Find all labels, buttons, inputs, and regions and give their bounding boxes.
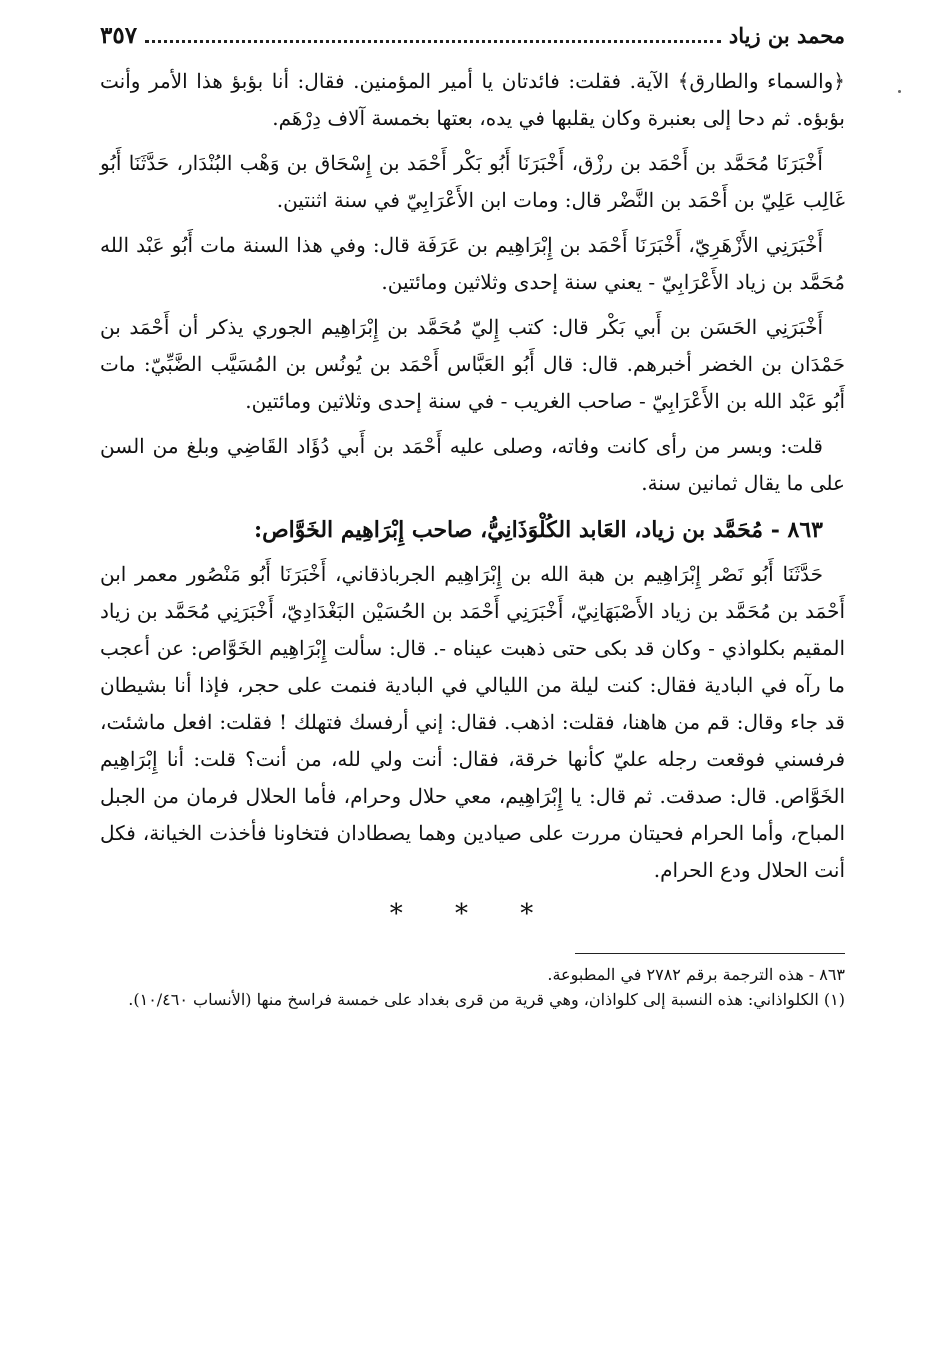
book-page xyxy=(100,22,845,1012)
section-separator: * * * xyxy=(389,899,556,929)
footnote-2: (١) الكلواذاني: هذه النسبة إلى كلواذان، وهي قرية من قرى بغداد على خمسة فراسخ منها (الأنساب ١٠/٤٦٠). xyxy=(128,990,845,1009)
paragraph-1: ﴿والسماء والطارق﴾ الآية. فقلت: فائدتان يا أمير المؤمنين. فقال: أنا بؤبؤ هذا الأمر وأنت بؤبؤه. ثم دحا إلى بعنبرة وكان يقلبها في يده، بعتها بخمسة آلاف دِرْهَم. xyxy=(100,69,845,130)
page-number: ٣٥٧ xyxy=(100,22,138,49)
entry-body: حَدَّثَنَا أَبُو نَصْر إِبْرَاهِيم بن هبة الله بن إِبْرَاهِيم الجرباذقاني، أَخْبَرَنَا أَبُو مَنْصُور معمر ابن أَحْمَد بن مُحَمَّد بن زياد الأَصْبَهَانِيّ، أَخْبَرَنِي أَحْمَد بن الحُسَيْن البَغْدَادِيّ، أَخْبَرَنِي مُحَمَّد بن زياد المقيم بكلواذي - وكان قد بكى حتى ذهبت عيناه -. قال: سألت إِبْرَاهِيم الخَوَّاص: عن أعجب ما رآه في البادية فقال: كنت ليلة من الليالي في البادية فنمت على حجر، فإذا أنا بشيطان قد جاء وقال: قم من هاهنا، فقلت: اذهب. فقال: إني أرفسك فتهلك ! فقلت: افعل ماشئت، فرفسني فوقعت رجله عليّ كأنها خرقة، فقال: أنت ولي لله، من أنت؟ قلت: أنا إِبْرَاهِيم الخَوَّاص. قال: صدقت. ثم قال: يا إِبْرَاهِيم، معي حلال وحرام، فأما الحلال فرمان من الجبل المباح، وأما الحرام فحيتان مررت على صيادين وهما يصطادان فتخاونا فأخذت الخيانة، فكل أنت الحلال ودع الحرام. xyxy=(100,562,845,882)
running-title: محمد بن زياد xyxy=(728,23,845,48)
paragraph-3: أَخْبَرَنِي الأَزْهَرِيّ، أَخْبَرَنَا أَحْمَد بن إِبْرَاهِيم بن عَرَفَة قال: وفي هذا السنة مات أَبُو عَبْد الله مُحَمَّد بن زياد الأَعْرَابِيّ - يعني سنة إحدى وثلاثين ومائتين. xyxy=(100,233,845,294)
paragraph-2: أَخْبَرَنَا مُحَمَّد بن أَحْمَد بن رزْق، أَخْبَرَنَا أَبُو بَكْر أَحْمَد بن إِسْحَاق بن وَهْب البُنْدَار، حَدَّثَنَا أَبُو غَالِب عَلِيّ بن أَحْمَد بن النَّضْر قال: ومات ابن الأَعْرَابِيّ في سنة اثنتين. xyxy=(100,151,845,212)
margin-mark xyxy=(898,90,901,93)
footnote-rule xyxy=(575,953,845,954)
page-header xyxy=(100,22,845,63)
footnote-1: ٨٦٣ - هذه الترجمة برقم ٢٧٨٢ في المطبوعة. xyxy=(547,965,845,984)
paragraph-5: قلت: وبسر من رأى كانت وفاته، وصلى عليه أَحْمَد بن أَبي دُؤَاد القَاضِي وبلغ من السن على ما يقال ثمانين سنة. xyxy=(100,434,845,495)
paragraph-4: أَخْبَرَنِي الحَسَن بن أَبي بَكْر قال: كتب إِليّ مُحَمَّد بن إِبْرَاهِيم الجوري يذكر أن أَحْمَد بن حَمْدَان بن الخضر أخبرهم. قال: قال أَبُو العَبَّاس أَحْمَد بن يُونُس بن المُسَيَّب الضَّبِّيّ: مات أَبُو عَبْد الله بن الأَعْرَابِيّ - صاحب الغريب - في سنة إحدى وثلاثين ومائتين. xyxy=(100,315,845,413)
leader-dots xyxy=(145,26,721,43)
entry-heading: ٨٦٣ - مُحَمَّد بن زياد، العَابد الكُلْوَذَانِيُّ، صاحب إِبْرَاهِيم الخَوَّاص: xyxy=(253,517,823,543)
